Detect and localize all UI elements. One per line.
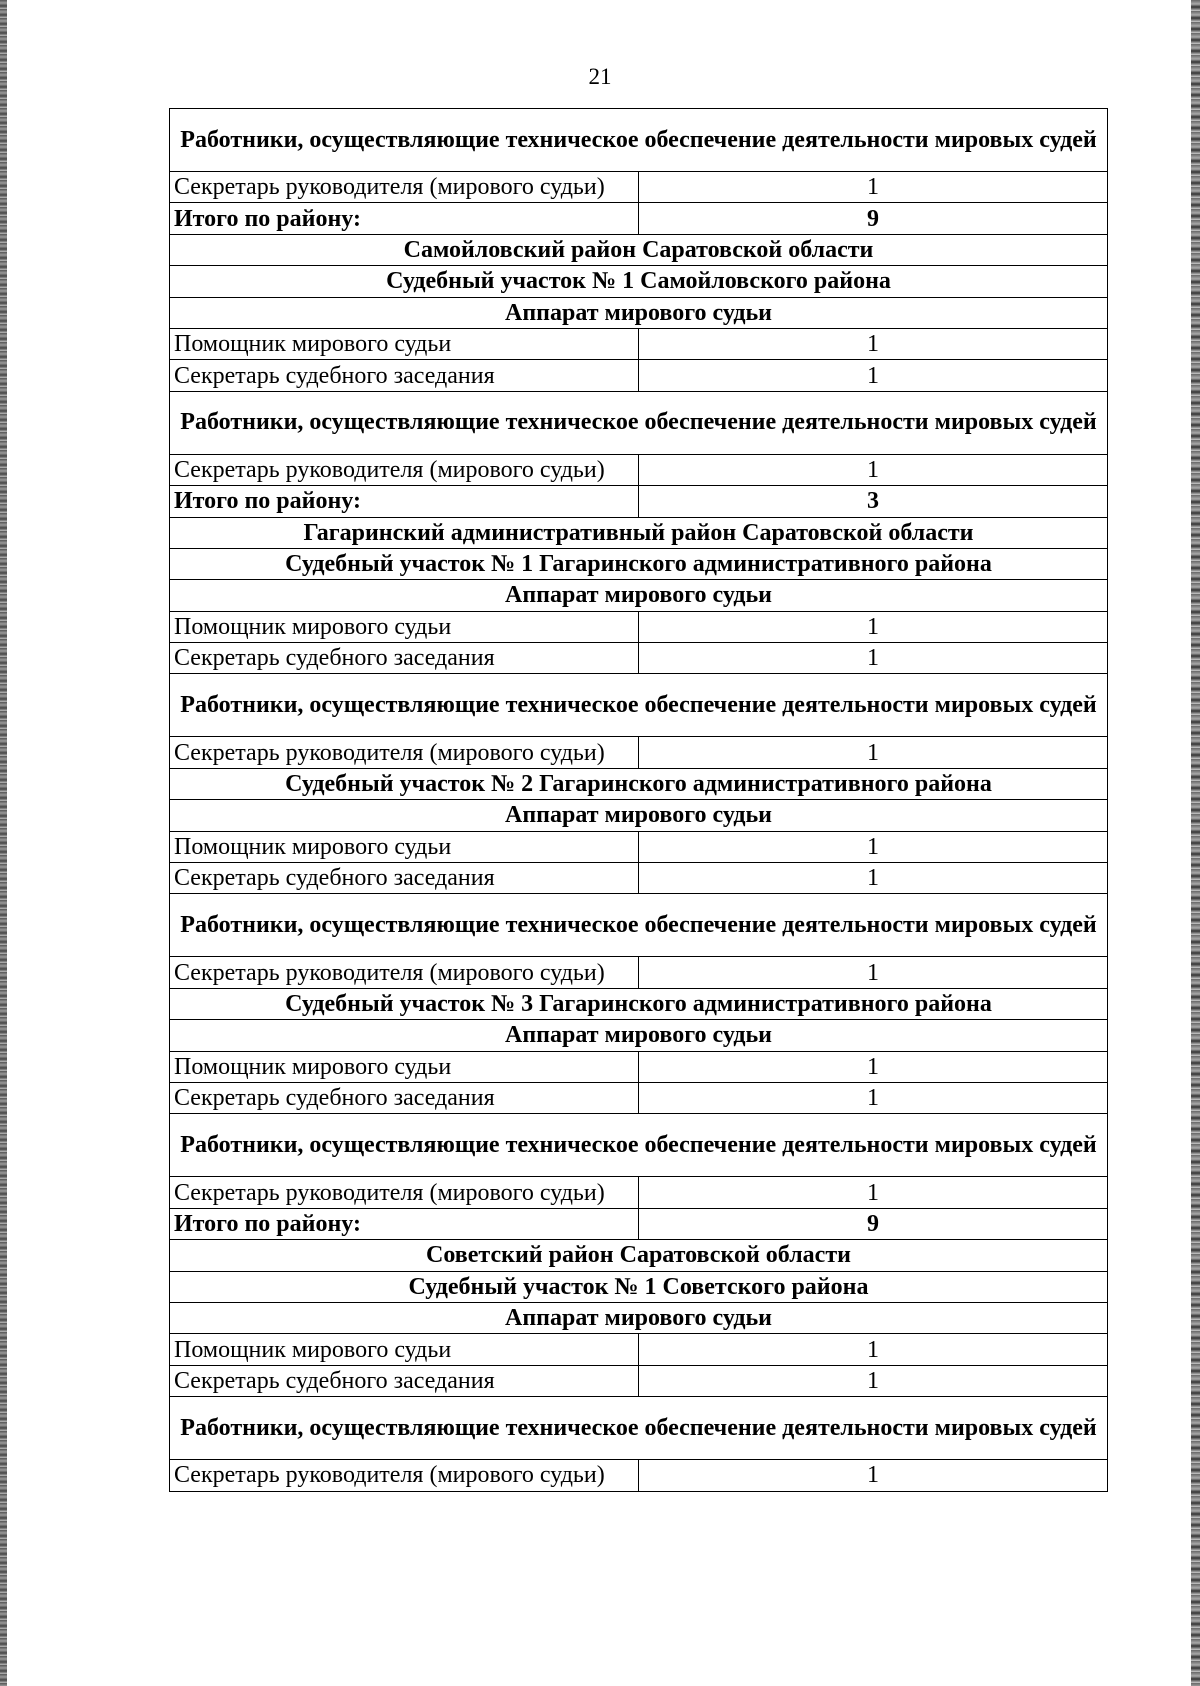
section-header: Работники, осуществляющие техническое обеспечение деятельности мировых судей [170,674,1108,737]
position-row [170,1365,1108,1396]
position-row [170,328,1108,359]
position-name: Помощник мирового судьи [170,1051,639,1082]
section-header: Судебный участок № 1 Самойловского района [170,266,1108,297]
section-header: Самойловский район Саратовской области [170,234,1108,265]
section-header: Судебный участок № 3 Гагаринского административного района [170,988,1108,1019]
position-name: Секретарь судебного заседания [170,1082,639,1113]
section-header-row [170,768,1108,799]
staffing-table [169,108,1108,1492]
position-name: Помощник мирового судьи [170,1334,639,1365]
position-name: Секретарь руководителя (мирового судьи) [170,737,639,768]
section-header-row [170,297,1108,328]
section-header: Судебный участок № 2 Гагаринского административного района [170,768,1108,799]
position-name: Секретарь руководителя (мирового судьи) [170,454,639,485]
position-row [170,863,1108,894]
position-row [170,643,1108,674]
position-count: 1 [639,611,1108,642]
section-header-row [170,1020,1108,1051]
position-row [170,957,1108,988]
position-count: 1 [639,360,1108,391]
position-count: 1 [639,863,1108,894]
section-header: Аппарат мирового судьи [170,580,1108,611]
section-header: Работники, осуществляющие техническое обеспечение деятельности мировых судей [170,1114,1108,1177]
staffing-table-body [170,109,1108,1492]
section-header-row [170,266,1108,297]
section-header-row [170,1397,1108,1460]
section-header-row [170,580,1108,611]
section-header-row [170,674,1108,737]
position-count: 1 [639,328,1108,359]
section-header: Работники, осуществляющие техническое обеспечение деятельности мировых судей [170,391,1108,454]
total-value: 3 [639,486,1108,517]
section-header: Аппарат мирового судьи [170,1020,1108,1051]
section-header-row [170,1302,1108,1333]
total-row [170,486,1108,517]
section-header: Гагаринский административный район Саратовской области [170,517,1108,548]
position-count: 1 [639,172,1108,203]
position-name: Секретарь руководителя (мирового судьи) [170,172,639,203]
position-row [170,611,1108,642]
position-row [170,172,1108,203]
total-row [170,1208,1108,1239]
total-label: Итого по району: [170,1208,639,1239]
position-count: 1 [639,957,1108,988]
section-header-row [170,988,1108,1019]
section-header: Судебный участок № 1 Советского района [170,1271,1108,1302]
position-name: Секретарь руководителя (мирового судьи) [170,1177,639,1208]
position-name: Помощник мирового судьи [170,328,639,359]
section-header: Аппарат мирового судьи [170,800,1108,831]
position-count: 1 [639,1334,1108,1365]
position-row [170,1334,1108,1365]
position-row [170,360,1108,391]
scan-edge-left [0,0,7,1686]
total-label: Итого по району: [170,203,639,234]
total-value: 9 [639,1208,1108,1239]
position-count: 1 [639,1082,1108,1113]
section-header: Работники, осуществляющие техническое обеспечение деятельности мировых судей [170,1397,1108,1460]
section-header-row [170,1240,1108,1271]
position-name: Помощник мирового судьи [170,831,639,862]
position-row [170,737,1108,768]
total-label: Итого по району: [170,486,639,517]
section-header-row [170,1114,1108,1177]
position-count: 1 [639,737,1108,768]
section-header-row [170,109,1108,172]
position-count: 1 [639,454,1108,485]
position-name: Секретарь судебного заседания [170,360,639,391]
position-name: Секретарь судебного заседания [170,863,639,894]
position-count: 1 [639,1365,1108,1396]
position-name: Секретарь судебного заседания [170,1365,639,1396]
position-name: Помощник мирового судьи [170,611,639,642]
position-row [170,454,1108,485]
position-row [170,831,1108,862]
section-header: Аппарат мирового судьи [170,297,1108,328]
section-header-row [170,391,1108,454]
section-header-row [170,517,1108,548]
position-row [170,1082,1108,1113]
position-row [170,1177,1108,1208]
section-header-row [170,800,1108,831]
position-row [170,1051,1108,1082]
position-count: 1 [639,1177,1108,1208]
section-header-row [170,234,1108,265]
position-name: Секретарь руководителя (мирового судьи) [170,957,639,988]
section-header: Советский район Саратовской области [170,1240,1108,1271]
position-count: 1 [639,831,1108,862]
position-count: 1 [639,1051,1108,1082]
position-name: Секретарь руководителя (мирового судьи) [170,1460,639,1491]
position-count: 1 [639,1460,1108,1491]
section-header: Аппарат мирового судьи [170,1302,1108,1333]
page-number: 21 [588,64,612,89]
section-header-row [170,548,1108,579]
total-value: 9 [639,203,1108,234]
total-row [170,203,1108,234]
scan-edge-right [1191,0,1200,1686]
position-row [170,1460,1108,1491]
section-header: Работники, осуществляющие техническое обеспечение деятельности мировых судей [170,894,1108,957]
position-name: Секретарь судебного заседания [170,643,639,674]
section-header-row [170,1271,1108,1302]
section-header: Судебный участок № 1 Гагаринского административного района [170,548,1108,579]
section-header-row [170,894,1108,957]
section-header: Работники, осуществляющие техническое обеспечение деятельности мировых судей [170,109,1108,172]
position-count: 1 [639,643,1108,674]
